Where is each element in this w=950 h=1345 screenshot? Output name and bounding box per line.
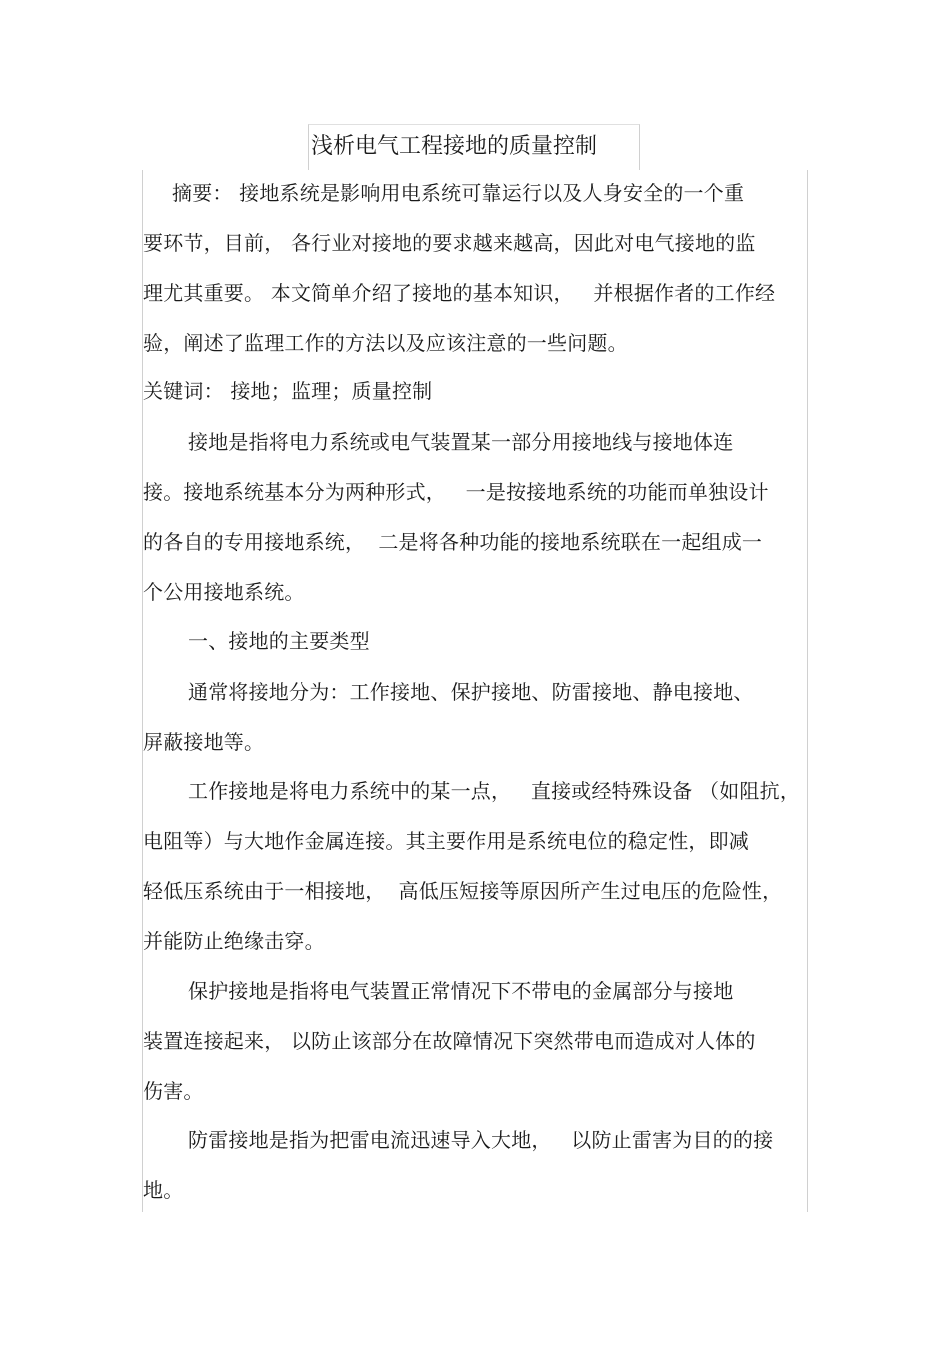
paragraph-3-line-3: 轻低压系统由于一相接地， 高低压短接等原因所产生过电压的危险性， xyxy=(143,879,783,903)
title-box xyxy=(308,124,640,170)
paragraph-3-line-4: 并能防止绝缘击穿。 xyxy=(143,929,325,953)
abstract-line-2: 要环节，目前， 各行业对接地的要求越来越高，因此对电气接地的监 xyxy=(143,231,756,255)
abstract-line-1: 摘要： 接地系统是影响用电系统可靠运行以及人身安全的一个重 xyxy=(172,181,745,205)
paragraph-4-line-1: 保护接地是指将电气装置正常情况下不带电的金属部分与接地 xyxy=(188,979,734,1003)
paragraph-4-line-2: 装置连接起来， 以防止该部分在故障情况下突然带电而造成对人体的 xyxy=(143,1029,756,1053)
paragraph-5-line-2: 地。 xyxy=(143,1178,184,1202)
paragraph-4-line-3: 伤害。 xyxy=(143,1079,204,1103)
paragraph-5-line-1: 防雷接地是指为把雷电流迅速导入大地， 以防止雷害为目的的接 xyxy=(188,1128,774,1152)
paragraph-1-line-1: 接地是指将电力系统或电气装置某一部分用接地线与接地体连 xyxy=(188,430,734,454)
paragraph-3-line-2: 电阻等）与大地作金属连接。其主要作用是系统电位的稳定性，即减 xyxy=(143,829,749,853)
abstract-line-3: 理尤其重要。 本文简单介绍了接地的基本知识， 并根据作者的工作经 xyxy=(143,281,776,305)
document-title: 浅析电气工程接地的质量控制 xyxy=(311,134,598,159)
section-heading-1: 一、接地的主要类型 xyxy=(188,629,370,653)
abstract-line-4: 验，阐述了监理工作的方法以及应该注意的一些问题。 xyxy=(143,331,628,355)
paragraph-2-line-1: 通常将接地分为：工作接地、保护接地、防雷接地、静电接地、 xyxy=(188,680,754,704)
paragraph-1-line-2: 接。接地系统基本分为两种形式， 一是按接地系统的功能而单独设计 xyxy=(143,480,769,504)
paragraph-1-line-4: 个公用接地系统。 xyxy=(143,580,305,604)
paragraph-3-line-1: 工作接地是将电力系统中的某一点， 直接或经特殊设备 （如阻抗， xyxy=(188,779,801,803)
paragraph-2-line-2: 屏蔽接地等。 xyxy=(143,730,265,754)
paragraph-1-line-3: 的各自的专用接地系统， 二是将各种功能的接地系统联在一起组成一 xyxy=(143,530,763,554)
keywords-line: 关键词： 接地；监理；质量控制 xyxy=(143,379,433,403)
